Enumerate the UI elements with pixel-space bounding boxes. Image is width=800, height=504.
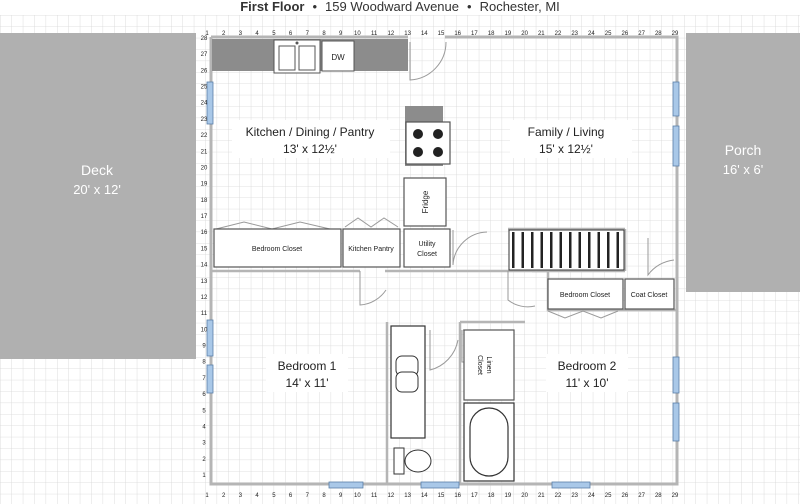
column-number: 18 [487,493,495,499]
column-number: 3 [238,31,243,37]
bedroom-closet-2-label: Bedroom Closet [559,292,611,299]
column-number: 9 [339,493,343,499]
column-number: 6 [288,31,293,37]
row-number: 20 [200,165,208,172]
stair-tread [588,232,591,268]
kitchen-name: Kitchen / Dining / Pantry [245,125,375,139]
column-number: 18 [487,31,495,37]
column-number: 7 [305,31,309,37]
row-number: 7 [202,375,206,382]
fridge-label: Fridge [421,190,430,214]
row-number: 21 [200,149,208,156]
row-number: 8 [202,359,206,366]
column-number: 11 [370,493,378,499]
family-name: Family / Living [527,125,605,139]
column-number: 1 [205,493,209,499]
column-number: 1 [205,31,209,37]
row-number: 24 [200,100,208,107]
linen-closet-label-2: Closet [476,355,483,375]
stair-tread [560,232,563,268]
column-number: 15 [437,31,445,37]
column-number: 29 [671,31,679,37]
bathroom-vanity [391,326,425,438]
row-number: 9 [202,343,206,350]
row-number: 10 [200,327,208,334]
column-number: 27 [638,493,645,499]
column-number: 2 [222,493,226,499]
row-number: 16 [200,230,208,237]
kitchen-pantry-label: Kitchen Pantry [348,246,394,253]
row-number: 26 [200,68,208,75]
row-number: 17 [200,214,208,220]
column-number: 5 [272,31,276,37]
row-number: 11 [200,311,208,318]
address-label: 159 Woodward Avenue [325,0,460,14]
dishwasher-label: DW [331,53,345,62]
column-number: 12 [387,31,395,37]
row-number: 22 [200,133,208,140]
row-number: 1 [202,473,206,479]
row-number: 28 [200,36,208,42]
column-number: 13 [404,31,411,37]
column-number: 21 [537,31,545,37]
column-number: 14 [420,31,428,37]
bedroom2-name: Bedroom 2 [557,359,617,373]
porch-size: 16' x 6' [722,162,764,177]
kitchen-size: 13' x 12½' [283,142,337,156]
column-number: 23 [571,493,579,499]
column-number: 9 [339,31,343,37]
coat-closet-label: Coat Closet [630,292,668,299]
row-number: 6 [202,392,206,399]
column-number: 25 [604,31,612,37]
stair-tread [512,232,515,268]
column-number: 5 [272,493,276,499]
column-number: 12 [387,493,395,499]
column-number: 8 [322,31,326,37]
column-number: 10 [354,493,361,499]
porch-name: Porch [724,142,762,158]
column-number: 20 [521,31,528,37]
title-separator: • [312,0,318,14]
column-number: 6 [288,493,293,499]
column-number: 22 [554,31,562,37]
row-number: 12 [200,295,208,301]
row-number: 19 [200,181,208,188]
stair-tread [541,232,544,268]
family-size: 15' x 12½' [539,142,593,156]
column-number: 23 [571,31,579,37]
row-number: 4 [202,424,206,431]
row-number: 15 [200,246,208,253]
column-number: 14 [420,493,428,499]
column-number: 22 [554,493,562,499]
column-number: 15 [437,493,445,499]
bedroom-closet-1-label: Bedroom Closet [251,246,303,253]
stair-tread [598,232,601,268]
stair-tread [607,232,610,268]
column-number: 11 [370,31,378,37]
column-number: 17 [471,31,478,37]
bathtub [464,403,514,481]
row-number: 2 [202,456,206,463]
deck-size: 20' x 12' [73,182,121,197]
city-label: Rochester, MI [479,0,560,14]
column-number: 13 [404,493,411,499]
column-number: 25 [604,493,612,499]
column-number: 2 [222,31,226,37]
stair-tread [617,232,620,268]
stair-tread [569,232,572,268]
row-number: 25 [200,84,208,91]
column-number: 28 [654,31,662,37]
column-number: 20 [521,493,528,499]
row-number: 5 [202,408,206,415]
row-number: 18 [200,197,208,204]
stair-tread [550,232,553,268]
stair-tread [522,232,525,268]
column-number: 24 [588,31,595,37]
bedroom1-name: Bedroom 1 [277,359,337,373]
toilet [394,448,431,474]
column-number: 29 [671,493,679,499]
utility-closet-label-2: Closet [417,251,437,258]
row-number: 27 [200,52,208,59]
column-number: 28 [654,493,662,499]
column-number: 26 [621,31,629,37]
column-number: 26 [621,493,629,499]
bedroom2-size: 11' x 10' [565,376,609,390]
linen-closet-label-1: Linen [485,356,492,374]
row-number: 3 [202,440,206,447]
row-number: 14 [200,262,208,269]
column-number: 7 [305,493,309,499]
column-number: 19 [504,31,512,37]
stove [406,122,450,164]
column-number: 24 [588,493,595,499]
utility-closet-label-1: Utility [418,241,436,248]
floor-label: First Floor [240,0,305,14]
title-separator: • [467,0,472,14]
column-number: 8 [322,493,326,499]
staircase [509,230,624,270]
column-number: 16 [454,493,462,499]
column-number: 16 [454,31,462,37]
stair-tread [579,232,582,268]
kitchen-sink [274,40,320,73]
column-number: 21 [537,493,545,499]
stair-tread [531,232,534,268]
column-number: 17 [471,493,478,499]
column-number: 4 [255,493,259,499]
row-number: 13 [200,278,208,285]
column-number: 27 [638,31,645,37]
bedroom1-size: 14' x 11' [285,376,329,390]
row-number: 23 [200,116,208,123]
column-number: 4 [255,31,259,37]
column-number: 10 [354,31,361,37]
column-number: 3 [238,493,243,499]
deck-name: Deck [81,162,113,178]
utility-closet [404,229,450,267]
column-number: 19 [504,493,512,499]
